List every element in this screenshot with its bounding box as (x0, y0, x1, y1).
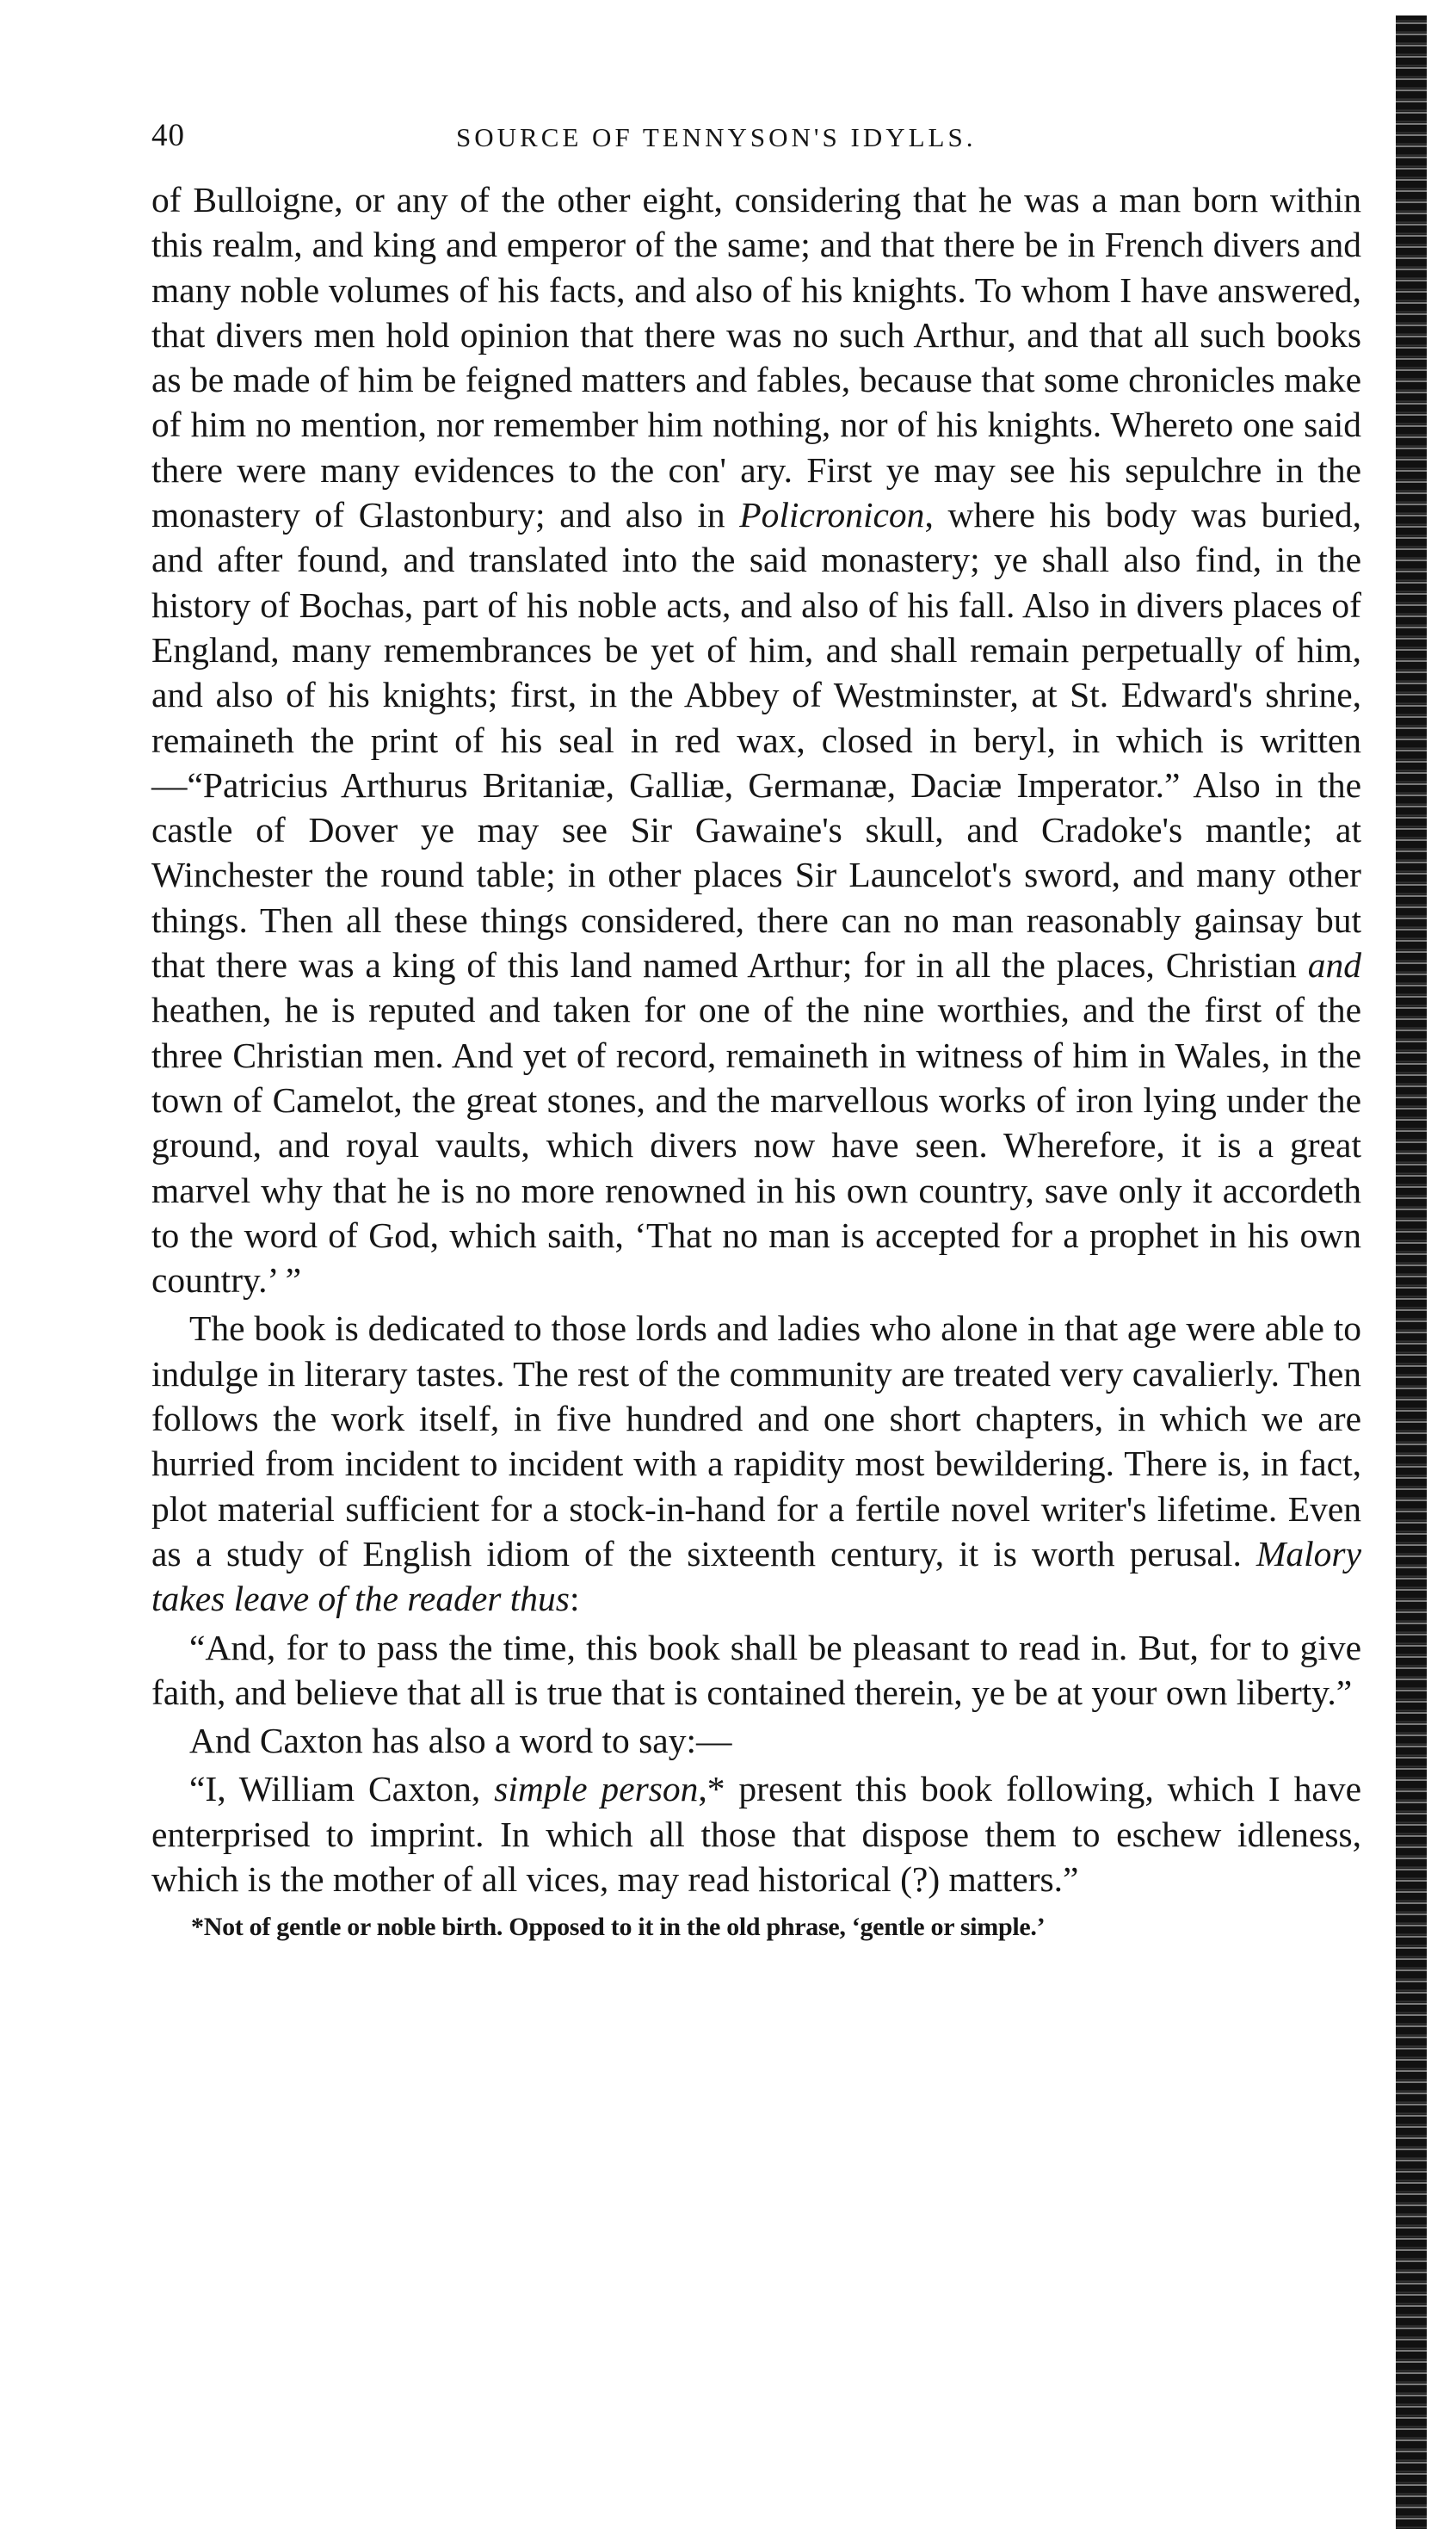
text-run: “And, for to pass the time, this book shall be pleasant to read in. But, for to give faith, and believe that all is true that is contained therein, ye be at your own liberty.” (151, 1627, 1361, 1712)
running-title: SOURCE OF TENNYSON'S IDYLLS. (456, 122, 977, 152)
text-run: And Caxton has also a word to say:— (189, 1721, 732, 1761)
paragraph (151, 177, 1361, 1302)
italic-text: Malory takes leave of the reader thus (151, 1533, 1361, 1619)
book-page (151, 117, 1361, 1945)
text-run: , where his body was buried, and after found, and translated into the said monastery; ye shall also find, in the history of Bochas, part of his noble acts, and also of his fall. Also in divers places of England, many remembrances be yet of him, and shall remain perpetually of him, and also of his knights; first, in the Abbey of Westminster, at St. Edward's shrine, remaineth the print of his seal in red wax, closed in beryl, in which is written—“Patricius Arthurus Britaniæ, Galliæ, Germanæ, Daciæ Imperator.” Also in the castle of Dover ye may see Sir Gawaine's skull, and Cradoke's mantle; at Winchester the round table; in other places Sir Launcelot's sword, and many other things. Then all these things considered, there can no man reasonably gainsay but that there was a king of this land named Arthur; for in all the places, Christian (151, 495, 1361, 986)
paragraph (151, 1718, 1361, 1763)
text-run: heathen, he is reputed and taken for one of the nine worthies, and the first of the three Christian men. And yet of record, remaineth in witness of him in Wales, in the town of Camelot, the great stones, and the marvellous works of iron lying under the ground, and royal vaults, which divers now have seen. Wherefore, it is a great marvel why that he is no more renowned in his own country, save only it accordeth to the word of God, which saith, ‘That no man is accepted for a prophet in his own country.’ ” (151, 990, 1361, 1301)
quoted-paragraph (151, 1766, 1361, 1901)
text-run: ,* present this book following, which I have enterprised to imprint. In which all those that dispose them to eschew idleness, which is the mother of all vices, may read historical (?) matters.” (151, 1769, 1361, 1899)
footnote: *Not of gentle or noble birth. Opposed to it in the old phrase, ‘gentle or simple.’ (191, 1913, 1046, 1942)
running-head (151, 117, 1361, 177)
text-run: of Bulloigne, or any of the other eight, considering that he was a man born within this realm, and king and emperor of the same; and that there be in French divers and many noble volumes of his facts, and also of his knights. To whom I have answered, that divers men hold opinion that there was no such Arthur, and that all such books as be made of him be feigned matters and fables, because that some chronicles make of him no mention, nor remember him nothing, nor of his knights. Whereto one said there were many evidences to the con' ary. First ye may see his sepulchre in the monastery of Glastonbury; and also in (151, 180, 1361, 535)
scanned-page-edge (1396, 15, 1427, 2529)
body-text (151, 177, 1361, 1901)
italic-text: and (1307, 945, 1361, 986)
page-number: 40 (151, 118, 185, 153)
italic-text: Policronicon (739, 495, 925, 535)
quoted-paragraph (151, 1625, 1361, 1716)
italic-text: simple person (494, 1769, 699, 1809)
text-run: : (569, 1579, 580, 1619)
text-run: The book is dedicated to those lords and ladies who alone in that age were able to indulge in literary tastes. The rest of the community are treated very cavalierly. Then follows the work itself, in five hundred and one short chapters, in which we are hurried from incident to incident with a rapidity most bewildering. There is, in fact, plot material sufficient for a stock-in-hand for a fertile novel writer's lifetime. Even as a study of English idiom of the sixteenth century, it is worth perusal. (151, 1308, 1361, 1574)
text-run: “I, William Caxton, (189, 1769, 495, 1809)
paragraph (151, 1306, 1361, 1621)
